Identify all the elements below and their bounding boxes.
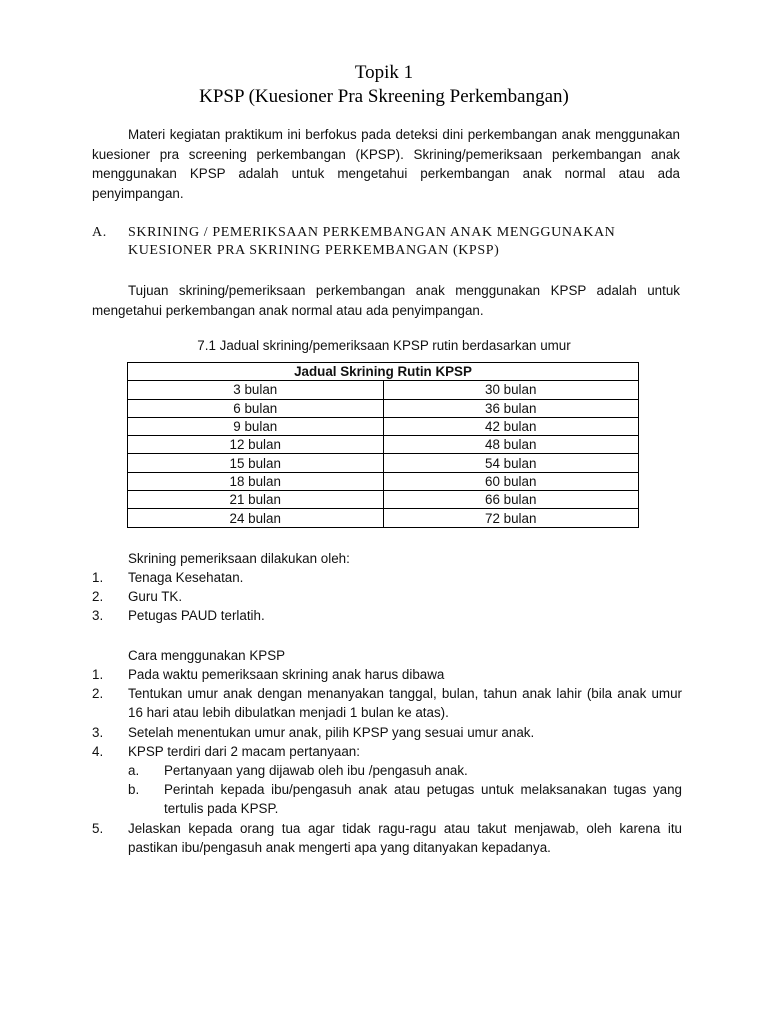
list-item bbox=[92, 568, 682, 587]
table-cell: 24 bulan bbox=[128, 509, 384, 527]
intro-paragraph: Materi kegiatan praktikum ini berfokus pada deteksi dini perkembangan anak menggunakan kuesioner pra screening perkembangan (KPSP). Skrining/pemeriksaan perkembangan anak menggunakan KPSP adalah untuk mengetahui perkembangan anak normal atau ada penyimpangan. bbox=[92, 127, 680, 201]
list-item bbox=[92, 606, 682, 625]
list-text: Jelaskan kepada orang tua agar tidak ragu-ragu atau takut menjawab, oleh karena itu pastikan ibu/pengasuh anak mengerti apa yang ditanyakan kepadanya. bbox=[128, 820, 682, 855]
list-item bbox=[92, 665, 682, 684]
sub-list-item bbox=[128, 761, 682, 780]
table-row bbox=[128, 381, 639, 399]
section-a-title: SKRINING / PEMERIKSAAN PERKEMBANGAN ANAK MENGGUNAKAN KUESIONER PRA SKRINING PERKEMBANGAN (KPSP) bbox=[128, 225, 616, 258]
table-cell: 36 bulan bbox=[383, 399, 639, 417]
document-title: KPSP (Kuesioner Pra Skreening Perkembangan) bbox=[199, 86, 569, 107]
table-cell: 54 bulan bbox=[383, 454, 639, 472]
screeners-list bbox=[92, 568, 682, 626]
schedule-table bbox=[127, 362, 639, 528]
list-item bbox=[92, 819, 682, 857]
list-text: Setelah menentukan umur anak, pilih KPSP yang sesuai umur anak. bbox=[128, 724, 535, 740]
list-text: Tenaga Kesehatan. bbox=[128, 570, 244, 585]
screeners-heading: Skrining pemeriksaan dilakukan oleh: bbox=[128, 551, 350, 566]
usage-heading: Cara menggunakan KPSP bbox=[128, 648, 286, 663]
list-item bbox=[92, 684, 682, 722]
list-number: 3. bbox=[92, 608, 104, 624]
usage-list bbox=[92, 665, 682, 857]
list-text: Pada waktu pemeriksaan skrining anak harus dibawa bbox=[128, 667, 445, 682]
table-row bbox=[128, 509, 639, 527]
list-item bbox=[92, 742, 682, 819]
table-row bbox=[128, 491, 639, 509]
table-cell: 15 bulan bbox=[128, 454, 384, 472]
list-number: 1. bbox=[92, 570, 104, 585]
table-cell: 6 bulan bbox=[128, 399, 384, 417]
table-header: Jadual Skrining Rutin KPSP bbox=[128, 363, 639, 381]
list-number: 2. bbox=[92, 589, 104, 605]
table-cell: 60 bulan bbox=[383, 472, 639, 490]
section-a-heading bbox=[92, 224, 682, 260]
table-cell: 48 bulan bbox=[383, 436, 639, 454]
list-text: Guru TK. bbox=[128, 589, 183, 605]
table-cell: 66 bulan bbox=[383, 491, 639, 509]
table-cell: 12 bulan bbox=[128, 436, 384, 454]
table-row bbox=[128, 436, 639, 454]
table-cell: 72 bulan bbox=[383, 509, 639, 527]
table-row bbox=[128, 454, 639, 472]
list-text: Tentukan umur anak dengan menanyakan tanggal, bulan, tahun anak lahir (bila anak umur 16 hari atau lebih dibulatkan menjadi 1 bulan ke atas). bbox=[128, 686, 682, 721]
table-row bbox=[128, 399, 639, 417]
table-cell: 18 bulan bbox=[128, 472, 384, 490]
sub-list-letter: b. bbox=[128, 782, 140, 798]
table-cell: 42 bulan bbox=[383, 417, 639, 435]
sub-list-item bbox=[128, 780, 682, 818]
table-cell: 3 bulan bbox=[128, 381, 384, 399]
list-item bbox=[92, 723, 682, 742]
list-number: 3. bbox=[92, 724, 104, 740]
section-a-paragraph: Tujuan skrining/pemeriksaan perkembangan anak menggunakan KPSP adalah untuk mengetahui perkembangan anak normal atau ada penyimpangan. bbox=[92, 283, 680, 318]
list-number: 1. bbox=[92, 667, 104, 682]
list-text: Petugas PAUD terlatih. bbox=[128, 608, 265, 624]
table-row bbox=[128, 417, 639, 435]
sub-list-text: Pertanyaan yang dijawab oleh ibu /pengasuh anak. bbox=[164, 763, 468, 779]
table-cell: 30 bulan bbox=[383, 381, 639, 399]
table-caption: 7.1 Jadual skrining/pemeriksaan KPSP rutin berdasarkan umur bbox=[197, 338, 571, 353]
table-cell: 21 bulan bbox=[128, 491, 384, 509]
sub-list-letter: a. bbox=[128, 763, 140, 779]
table-cell: 9 bulan bbox=[128, 417, 384, 435]
list-text: KPSP terdiri dari 2 macam pertanyaan: bbox=[128, 743, 360, 759]
list-item bbox=[92, 587, 682, 606]
list-number: 2. bbox=[92, 686, 104, 702]
topic-title: Topik 1 bbox=[354, 62, 414, 83]
list-number: 5. bbox=[92, 820, 104, 836]
sub-list-text: Perintah kepada ibu/pengasuh anak atau petugas untuk melaksanakan tugas yang tertulis pada KPSP. bbox=[164, 782, 682, 817]
section-a-letter: A. bbox=[92, 225, 107, 240]
list-number: 4. bbox=[92, 743, 104, 759]
table-row bbox=[128, 472, 639, 490]
